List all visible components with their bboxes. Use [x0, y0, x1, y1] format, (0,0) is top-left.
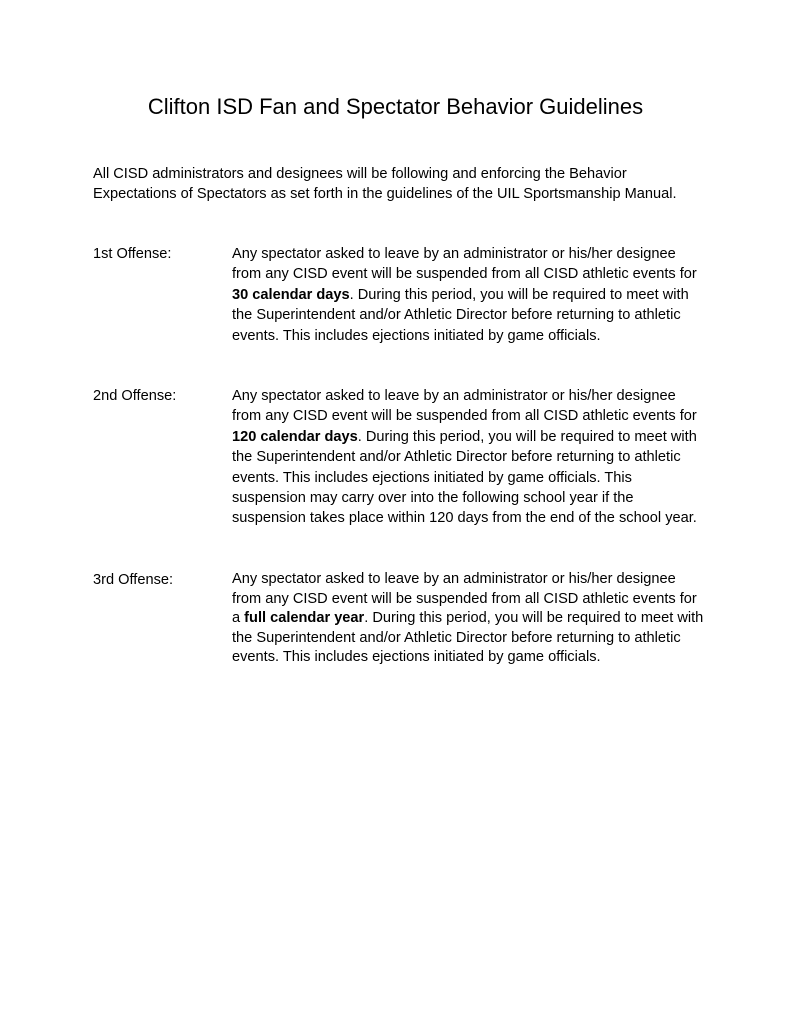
- offense-1-text-before: Any spectator asked to leave by an administrator or his/her designee from any CISD event will be suspended from all CISD athletic events for: [232, 246, 697, 283]
- offense-3-emphasis: full calendar year: [244, 610, 365, 626]
- offense-3-label: 3rd Offense:: [93, 572, 174, 588]
- offense-2-emphasis: 120 calendar days: [232, 428, 358, 445]
- intro-paragraph: All CISD administrators and designees will be following and enforcing the Behavior Expectations of Spectators as set forth in the guidelines of the UIL Sportsmanship Manual.: [93, 166, 677, 203]
- offense-3-text-before: Any spectator asked to leave by an administrator or his/her designee from any CISD event will be suspended from all CISD athletic events for a: [232, 571, 697, 626]
- offense-3-text-after: . During this period, you will be required to meet with the Superintendent and/or Athletic Director before returning to athletic events. This includes ejections initiated by game officials.: [232, 610, 704, 665]
- offense-1-text: [232, 244, 707, 346]
- offense-1-text-after: . During this period, you will be required to meet with the Superintendent and/or Athletic Director before returning to athletic events. This includes ejections initiated by game officials.: [232, 286, 689, 344]
- offense-2-text: [232, 386, 707, 529]
- page-title: Clifton ISD Fan and Spectator Behavior Guidelines: [147, 94, 644, 119]
- offense-2-text-after: . During this period, you will be required to meet with the Superintendent and/or Athletic Director before returning to athletic events. This includes ejections initiated by game officials. This suspension may carry over into the following school year if the suspension takes place within 120 days from the end of the school year.: [232, 428, 697, 527]
- offense-2-label: 2nd Offense:: [93, 388, 177, 404]
- offense-1-emphasis: 30 calendar days: [232, 286, 350, 303]
- offense-1-label: 1st Offense:: [93, 246, 172, 262]
- offense-3-text: [232, 570, 707, 668]
- offense-2-text-before: Any spectator asked to leave by an administrator or his/her designee from any CISD event will be suspended from all CISD athletic events for: [232, 388, 697, 425]
